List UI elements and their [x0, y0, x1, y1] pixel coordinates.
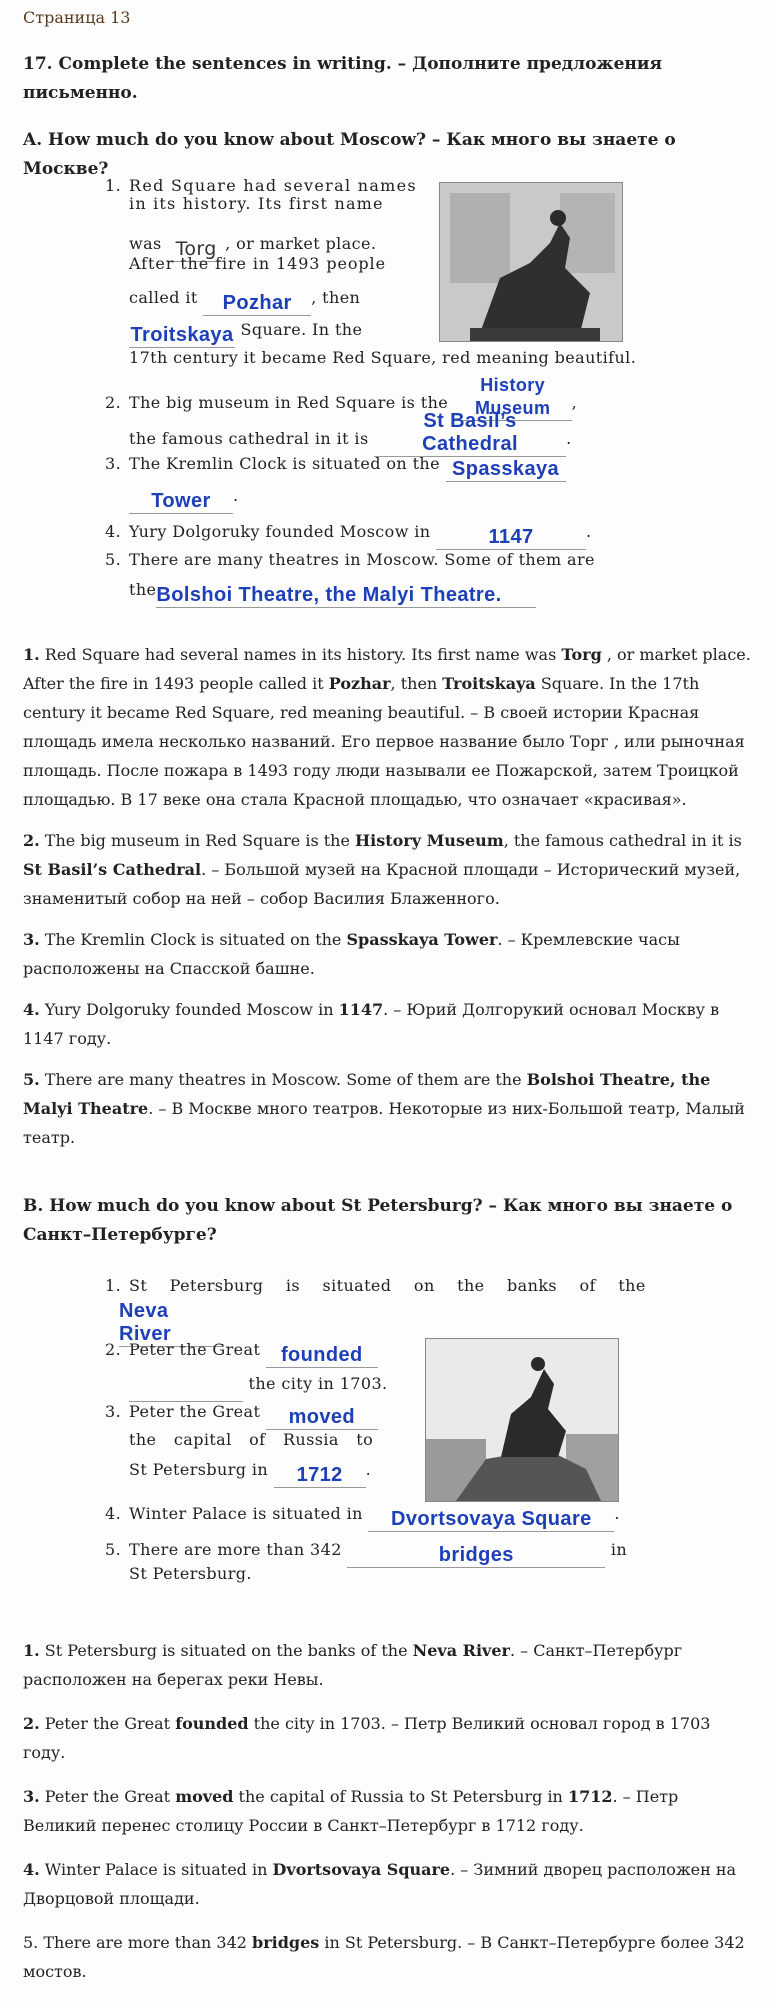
answer-paragraph: 2. The big museum in Red Square is the History Museum, the famous cathedral in it is St Basil’s Cathedral. – Большой музей на Красной площади – Исторический музей, знаменитый собор на ней – собор Василия Блаженного. [23, 831, 742, 908]
part-b-heading: B. How much do you know about St Petersburg? – Как много вы знаете о Санкт–Петербурге? [23, 1196, 733, 1245]
answer-paragraph: 1. St Petersburg is situated on the banks of the Neva River. – Санкт–Петербург расположен на берегах реки Невы. [23, 1641, 683, 1689]
monument-photo-moscow [439, 182, 623, 342]
monument-photo-spb [425, 1338, 619, 1502]
answer-paragraph: 2. Peter the Great founded the city in 1703. – Петр Великий основал город в 1703 году. [23, 1714, 711, 1762]
answer-spasskaya: Spasskaya [452, 458, 560, 480]
answer-st-basils: St Basil’s Cathedral [422, 410, 518, 455]
task-heading: 17. Complete the sentences in writing. – Дополните предложения письменно. [23, 54, 663, 103]
answer-paragraph: 3. The Kremlin Clock is situated on the Spasskaya Tower. – Кремлевские часы расположены на Спасской башне. [23, 930, 680, 978]
answer-moved: moved [288, 1406, 356, 1428]
answer-torg: Torg [175, 238, 217, 260]
part-a-heading: A. How much do you know about Moscow? – Как много вы знаете о Москве? [23, 130, 676, 179]
answer-1712: 1712 [296, 1464, 343, 1486]
bronze-horseman-icon [426, 1339, 618, 1501]
answer-paragraph: 3. Peter the Great moved the capital of Russia to St Petersburg in 1712. – Петр Великий перенес столицу России в Санкт–Петербург в 1712 году. [23, 1787, 679, 1835]
answer-pozhar: Pozhar [222, 292, 292, 314]
answer-dvortsovaya: Dvortsovaya Square [391, 1508, 592, 1530]
answer-theatres: Bolshoi Theatre, the Malyi Theatre. [156, 584, 502, 606]
answer-troitskaya: Troitskaya [130, 324, 234, 346]
part-a-answers [23, 640, 753, 1164]
part-b-answers [23, 1636, 753, 2001]
page-label: Страница 13 [23, 8, 131, 27]
answer-paragraph: 5. There are more than 342 bridges in St Petersburg. – В Санкт–Петербурге более 342 мостов. [23, 1933, 745, 1981]
horse-statue-icon [440, 183, 622, 341]
answer-neva-river: Neva River [119, 1300, 172, 1345]
answer-paragraph: 4. Winter Palace is situated in Dvortsovaya Square. – Зимний дворец расположен на Дворцовой площади. [23, 1860, 737, 1908]
answer-history-museum: History Museum [474, 375, 551, 418]
answer-paragraph: 4. Yury Dolgoruky founded Moscow in 1147. – Юрий Долгорукий основал Москву в 1147 году. [23, 1000, 720, 1048]
answer-paragraph: 1. Red Square had several names in its history. Its first name was Torg , or market place. After the fire in 1493 people called it Pozhar, then Troitskaya Square. In the 17th century it became Red Square, red meaning beautiful. – В своей истории Красная площадь имела несколько названий. Его первое название было Торг , или рыночная площадь. После пожара в 1493 году люди называли ее Пожарской, затем Троицкой площадью. В 17 веке она стала Красной площадью, что означает «красивая». [23, 645, 751, 809]
answer-bridges: bridges [438, 1544, 514, 1566]
answer-tower: Tower [151, 490, 211, 512]
answer-paragraph: 5. There are many theatres in Moscow. Some of them are the Bolshoi Theatre, the Malyi Theatre. – В Москве много театров. Некоторые из них-Большой театр, Малый театр. [23, 1070, 745, 1147]
answer-founded: founded [280, 1344, 363, 1366]
answer-1147: 1147 [488, 526, 534, 548]
